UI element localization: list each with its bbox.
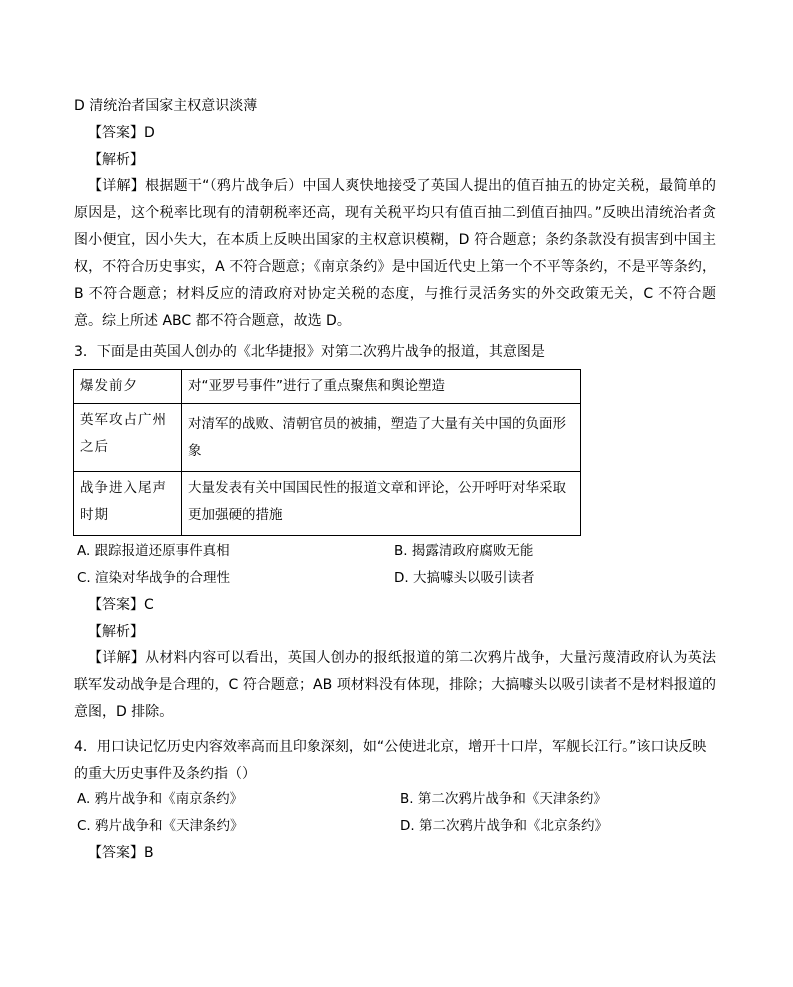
- table-row: [74, 472, 581, 536]
- q4-option-c: C. 鸦片战争和《天津条约》: [77, 818, 244, 834]
- table-cell-content: 大量发表有关中国国民性的报道文章和评论，公开呼吁对华采取更加强硬的措施: [182, 472, 581, 536]
- q3-option-d: D. 大搞噱头以吸引读者: [394, 570, 535, 586]
- q3-detail: 【详解】从材料内容可以看出，英国人创办的报纸报道的第二次鸦片战争，大量污蔑清政府认为英法联军发动战争是合理的，C 符合题意；AB 项材料没有体现，排除；大搞噱头以吸引读者不是材料报道的意图，D 排除。: [74, 650, 716, 720]
- table-cell-period: 战争进入尾声时期: [74, 472, 182, 536]
- table-cell-content: 对清军的战败、清朝官员的被捕，塑造了大量有关中国的负面形象: [182, 404, 581, 472]
- table-cell-period: 英军攻占广州之后: [74, 404, 182, 472]
- table-cell-period: 爆发前夕: [74, 370, 182, 404]
- q2-analysis-label: 【解析】: [88, 152, 144, 168]
- q3-stem: 3．下面是由英国人创办的《北华捷报》对第二次鸦片战争的报道，其意图是: [74, 344, 545, 360]
- q3-analysis-label: 【解析】: [88, 624, 144, 640]
- q3-option-c: C. 渲染对华战争的合理性: [77, 570, 231, 586]
- q2-answer: 【答案】D: [88, 125, 155, 141]
- q4-option-b: B. 第二次鸦片战争和《天津条约》: [400, 791, 607, 807]
- q3-option-b: B. 揭露清政府腐败无能: [394, 543, 534, 559]
- q4-stem: 4．用口诀记忆历史内容效率高而且印象深刻，如“公使进北京，增开十口岸，军舰长江行。”该口诀反映的重大历史事件及条约指（）: [74, 739, 707, 782]
- table-row: [74, 404, 581, 472]
- q4-option-a: A. 鸦片战争和《南京条约》: [77, 791, 244, 807]
- q3-option-a: A. 跟踪报道还原事件真相: [77, 543, 230, 559]
- q3-table: [73, 369, 581, 536]
- q4-answer: 【答案】B: [88, 845, 154, 861]
- q3-answer: 【答案】C: [88, 597, 154, 613]
- q2-detail: 【详解】根据题干“（鸦片战争后）中国人爽快地接受了英国人提出的值百抽五的协定关税，最简单的原因是，这个税率比现有的清朝税率还高，现有关税平均只有值百抽二到值百抽四。”反映出清统治者贪图小便宜，因小失大，在本质上反映出国家的主权意识模糊，D 符合题意；条约条款没有损害到中国主权，不符合历史事实，A 不符合题意；《南京条约》是中国近代史上第一个不平等条约，不是平等条约，B 不符合题意；材料反应的清政府对协定关税的态度，与推行灵活务实的外交政策无关，C 不符合题意。综上所述 ABC 都不符合题意，故选 D。: [74, 178, 716, 329]
- q2-option-d: D 清统治者国家主权意识淡薄: [74, 98, 258, 114]
- q4-option-d: D. 第二次鸦片战争和《北京条约》: [400, 818, 608, 834]
- table-cell-content: 对“亚罗号事件”进行了重点聚焦和舆论塑造: [182, 370, 581, 404]
- table-row: [74, 370, 581, 404]
